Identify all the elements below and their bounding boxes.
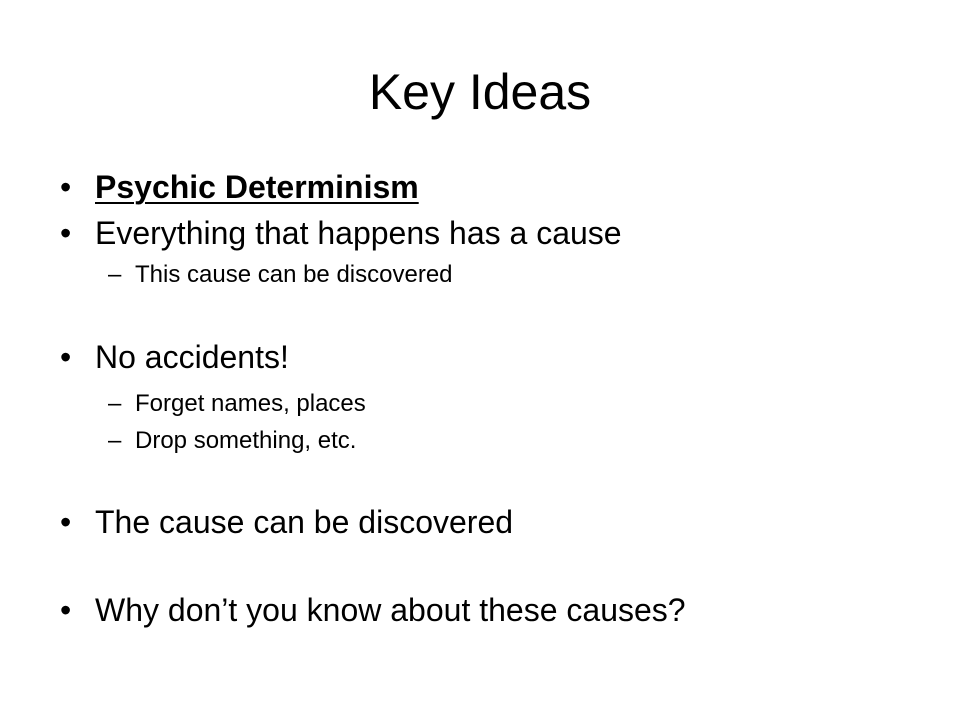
sub-bullet-text: Forget names, places	[135, 390, 366, 417]
dash-marker: –	[108, 261, 122, 288]
dash-marker: –	[108, 427, 122, 454]
dash-marker: –	[108, 390, 122, 417]
sub-bullet-item	[108, 390, 366, 418]
slide-title: Key Ideas	[368, 64, 592, 120]
bullet-item	[60, 214, 622, 252]
bullet-item	[60, 168, 419, 206]
bullet-marker: •	[60, 339, 72, 375]
bullet-marker: •	[60, 215, 72, 251]
bullet-text: Everything that happens has a cause	[95, 215, 622, 251]
sub-bullet-text: This cause can be discovered	[135, 261, 453, 288]
sub-bullet-text: Drop something, etc.	[135, 427, 357, 454]
bullet-item	[60, 503, 513, 541]
bullet-text: Why don’t you know about these causes?	[95, 592, 686, 628]
bullet-text: No accidents!	[95, 339, 289, 375]
bullet-marker: •	[60, 169, 72, 205]
bullet-marker: •	[60, 504, 72, 540]
sub-bullet-item	[108, 261, 453, 289]
sub-bullet-item	[108, 427, 356, 455]
bullet-item	[60, 338, 289, 376]
bullet-marker: •	[60, 592, 72, 628]
bullet-text: The cause can be discovered	[95, 504, 514, 540]
bullet-text: Psychic Determinism	[95, 169, 419, 205]
bullet-item	[60, 591, 686, 629]
